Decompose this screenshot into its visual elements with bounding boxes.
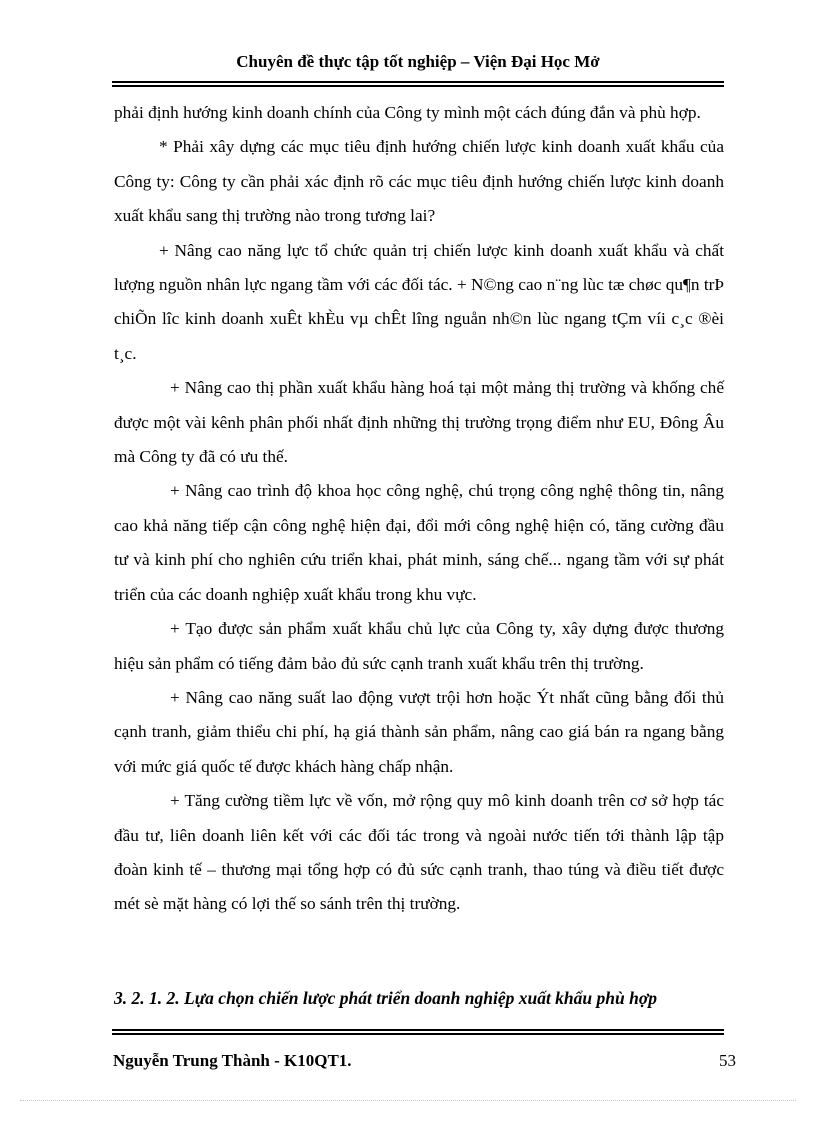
paragraph-7: + Nâng cao năng suất lao động vượt trội hơn hoặc Ýt nhất cũng bằng đối thủ cạnh tranh, giảm thiểu chi phí, hạ giá thành sản phẩm, nâng cao giá bán ra ngang bằng với mức giá quốc tế được khách hàng chấp nhận. [114,687,724,776]
paragraph-4: + Nâng cao thị phần xuất khẩu hàng hoá tại một mảng thị trường và khống chế được một vài kênh phân phối nhất định những thị trường trọng điểm như EU, Đông Âu mà Công ty đã có ưu thế. [114,378,724,467]
section-heading: 3. 2. 1. 2. Lựa chọn chiến lược phát triển doanh nghiệp xuất khẩu phù hợp [114,988,657,1008]
footer-author: Nguyễn Trung Thành - K10QT1. [113,1051,352,1070]
paragraph-2: * Phải xây dựng các mục tiêu định hướng chiến lược kinh doanh xuất khẩu của Công ty: Công ty cần phải xác định rõ các mục tiêu định hướng chiến lược kinh doanh xuất khẩu sang thị trường nào trong tương lai? [114,137,724,226]
paragraph-3: + Nâng cao năng lực tổ chức quản trị chiến lược kinh doanh xuất khẩu và chất lượng nguồn nhân lực ngang tầm với các đối tác. + N©ng cao n¨ng lùc tæ chøc qu¶n trÞ chiÕn lîc kinh doanh xuÊt khÈu vµ chÊt lîng nguån nh©n lùc ngang tÇm víi c¸c ®èi t¸c. [114,240,724,363]
paragraph-6: + Tạo được sản phẩm xuất khẩu chủ lực của Công ty, xây dựng được thương hiệu sản phẩm có tiếng đảm bảo đủ sức cạnh tranh xuất khẩu trên thị trường. [114,619,724,673]
paragraph-8: + Tăng cường tiềm lực về vốn, mở rộng quy mô kinh doanh trên cơ sở hợp tác đầu tư, liên doanh liên kết với các đối tác trong và ngoài nước tiến tới thành lập tập đoàn kinh tế – thương mại tổng hợp có đủ sức cạnh tranh, thao túng và điều tiết được mét sè mặt hàng có lợi thế so sánh trên thị trường. [114,791,724,914]
page-number: 53 [719,1051,736,1070]
body-text [114,96,724,922]
bottom-dotted-divider [20,1100,796,1101]
paragraph-5: + Nâng cao trình độ khoa học công nghệ, chú trọng công nghệ thông tin, nâng cao khả năng tiếp cận công nghệ hiện đại, đổi mới công nghệ hiện có, tăng cường đầu tư và kinh phí cho nghiên cứu triển khai, phát minh, sáng chế... ngang tầm với sự phát triển của các doanh nghiệp xuất khẩu trong khu vực. [114,481,724,604]
footer-divider [112,1029,724,1035]
paragraph-1: phải định hướng kinh doanh chính của Công ty mình một cách đúng đắn và phù hợp. [114,103,701,122]
header-divider [112,81,724,87]
page-header-title: Chuyên đề thực tập tốt nghiệp – Viện Đại Học Mở [236,52,600,71]
